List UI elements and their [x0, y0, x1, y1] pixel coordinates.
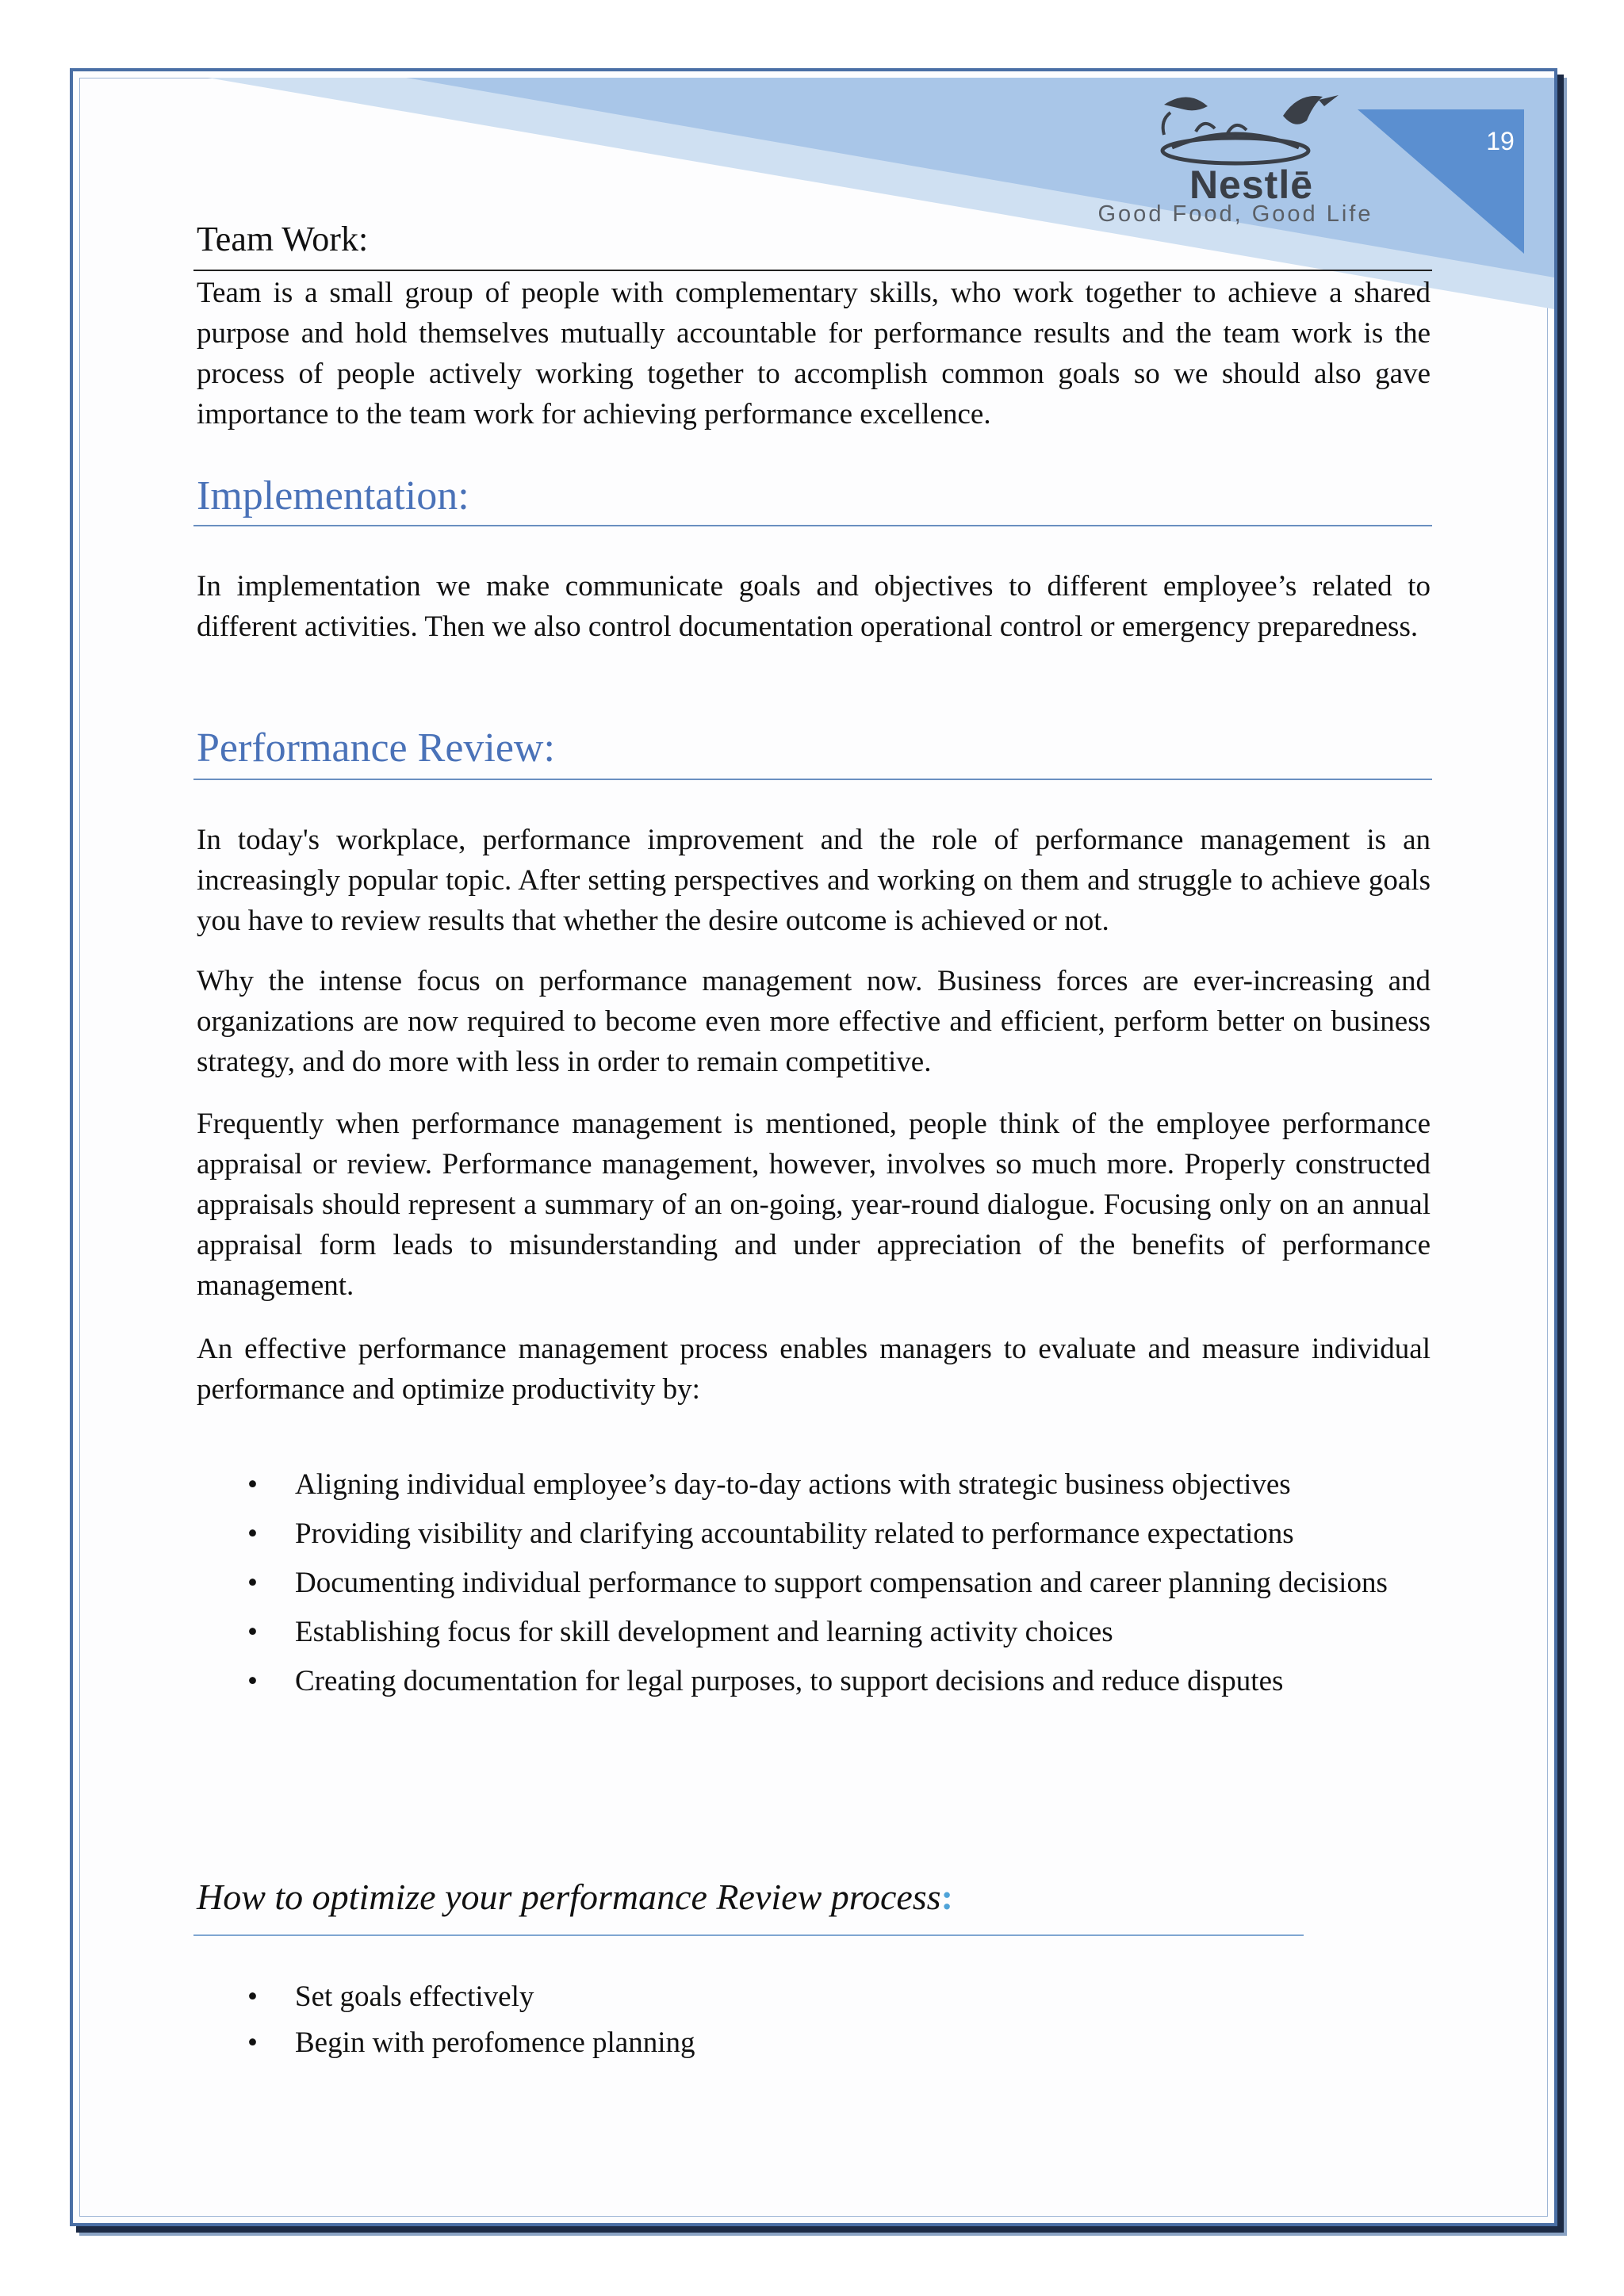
performance-review-heading: Performance Review: [197, 725, 555, 771]
optimize-heading-text: How to optimize your performance Review process [197, 1877, 941, 1917]
nest-birds-icon [1045, 89, 1426, 168]
list-item [197, 1608, 1431, 1657]
performance-review-rule [193, 779, 1432, 780]
performance-paragraph-3: Frequently when performance management is mentioned, people think of the employee performance appraisal or review. Performance management, however, involves so much more. Properly constructed appraisals should represent a summary of an on-going, year-round dialogue. Focusing only on an annual appraisal form leads to misunderstanding and under appreciation of the benefits of performance management. [197, 1108, 1431, 1302]
performance-paragraph-4: An effective performance management process enables managers to evaluate and measure individual performance and optimize productivity by: [197, 1333, 1431, 1406]
team-work-text: Team is a small group of people with complementary skills, who work together to achieve a shared purpose and hold themselves mutually accountable for performance results and the team work is the process of people actively working together to accomplish common goals so we should also gave importance to the team work for achieving performance excellence. [197, 277, 1431, 430]
bullet-icon: • [247, 1567, 258, 1599]
bullet-icon: • [247, 1616, 258, 1648]
bullet-icon: • [247, 1665, 258, 1697]
list-item [197, 1510, 1431, 1559]
list-item [197, 2020, 1431, 2066]
logo-tagline: Good Food, Good Life [1097, 201, 1373, 227]
bullet-text: Creating documentation for legal purposes, to support decisions and reduce disputes [295, 1665, 1284, 1697]
optimize-heading-colon: : [940, 1877, 953, 1917]
bullet-icon: • [247, 1517, 258, 1550]
list-item [197, 1460, 1431, 1510]
performance-paragraph-1: In today's workplace, performance improvement and the role of performance management is an increasingly popular topic. After setting perspectives and working on them and struggle to achieve goals you have to review results that whether the desire outcome is achieved or not. [197, 824, 1431, 937]
bullet-icon: • [247, 1468, 258, 1501]
logo-wordmark: Nestlē [1189, 163, 1314, 207]
team-work-heading: Team Work: [197, 220, 369, 258]
team-work-rule [193, 270, 1432, 271]
bullet-icon: • [247, 1980, 258, 2013]
optimize-rule [193, 1934, 1304, 1936]
bullet-text: Aligning individual employee’s day-to-day actions with strategic business objectives [295, 1468, 1291, 1501]
list-item [197, 1559, 1431, 1608]
optimize-bullet-list [197, 1974, 1431, 2066]
optimize-heading [197, 1876, 953, 1918]
implementation-rule [193, 525, 1432, 526]
list-item [197, 1974, 1431, 2020]
performance-bullet-list [197, 1460, 1431, 1706]
nestle-logo [1045, 89, 1426, 230]
implementation-text: In implementation we make communicate goals and objectives to different employee’s related to different activities. Then we also control documentation operational control or emergency preparedness. [197, 570, 1431, 643]
bullet-text: Begin with perofomence planning [295, 2026, 695, 2059]
performance-paragraph-2: Why the intense focus on performance management now. Business forces are ever-increasing and organizations are now required to become even more effective and efficient, perform better on business strategy, and do more with less in order to remain competitive. [197, 965, 1431, 1078]
bullet-text: Providing visibility and clarifying accountability related to performance expectations [295, 1517, 1294, 1550]
bullet-text: Documenting individual performance to support compensation and career planning decisions [295, 1567, 1388, 1599]
bullet-text: Establishing focus for skill development and learning activity choices [295, 1616, 1113, 1648]
implementation-heading: Implementation: [197, 473, 469, 519]
bullet-icon: • [247, 2026, 258, 2059]
list-item [197, 1657, 1431, 1706]
page-number: 19 [1486, 127, 1515, 155]
bullet-text: Set goals effectively [295, 1980, 534, 2013]
